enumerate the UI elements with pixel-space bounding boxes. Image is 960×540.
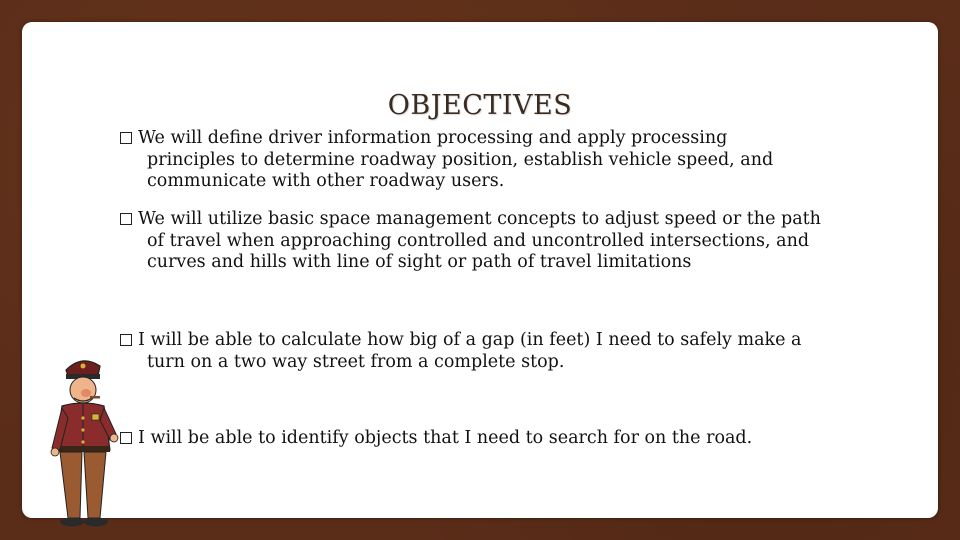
bullet-text: We will utilize basic space management concepts to adjust speed or the path	[138, 209, 821, 229]
checkbox-square-icon	[120, 213, 132, 225]
slide-title: OBJECTIVES	[387, 90, 573, 121]
bullet-text: I will be able to identify objects that I need to search for on the road.	[138, 428, 753, 448]
bullet-text-continued: turn on a two way street from a complete stop.	[147, 351, 565, 372]
bullet-item	[120, 128, 773, 193]
checkbox-square-icon	[120, 334, 132, 346]
bullet-text: I will be able to calculate how big of a gap (in feet) I need to safely make a	[138, 330, 802, 350]
bullet-text-continued: principles to determine roadway position, establish vehicle speed, and	[147, 149, 774, 170]
traffic-officer-icon	[36, 352, 132, 532]
bullet-item	[120, 428, 752, 450]
slide	[22, 22, 938, 518]
bullet-text-continued: of travel when approaching controlled and uncontrolled intersections, and	[147, 230, 810, 251]
bullet-item	[120, 209, 821, 274]
bullet-text-continued: communicate with other roadway users.	[147, 171, 505, 191]
checkbox-square-icon	[120, 132, 132, 144]
bullet-text: We will define driver information processing and apply processing	[138, 128, 728, 148]
bullet-item	[120, 330, 802, 373]
bullet-text-continued: curves and hills with line of sight or path of travel limitations	[147, 252, 692, 272]
